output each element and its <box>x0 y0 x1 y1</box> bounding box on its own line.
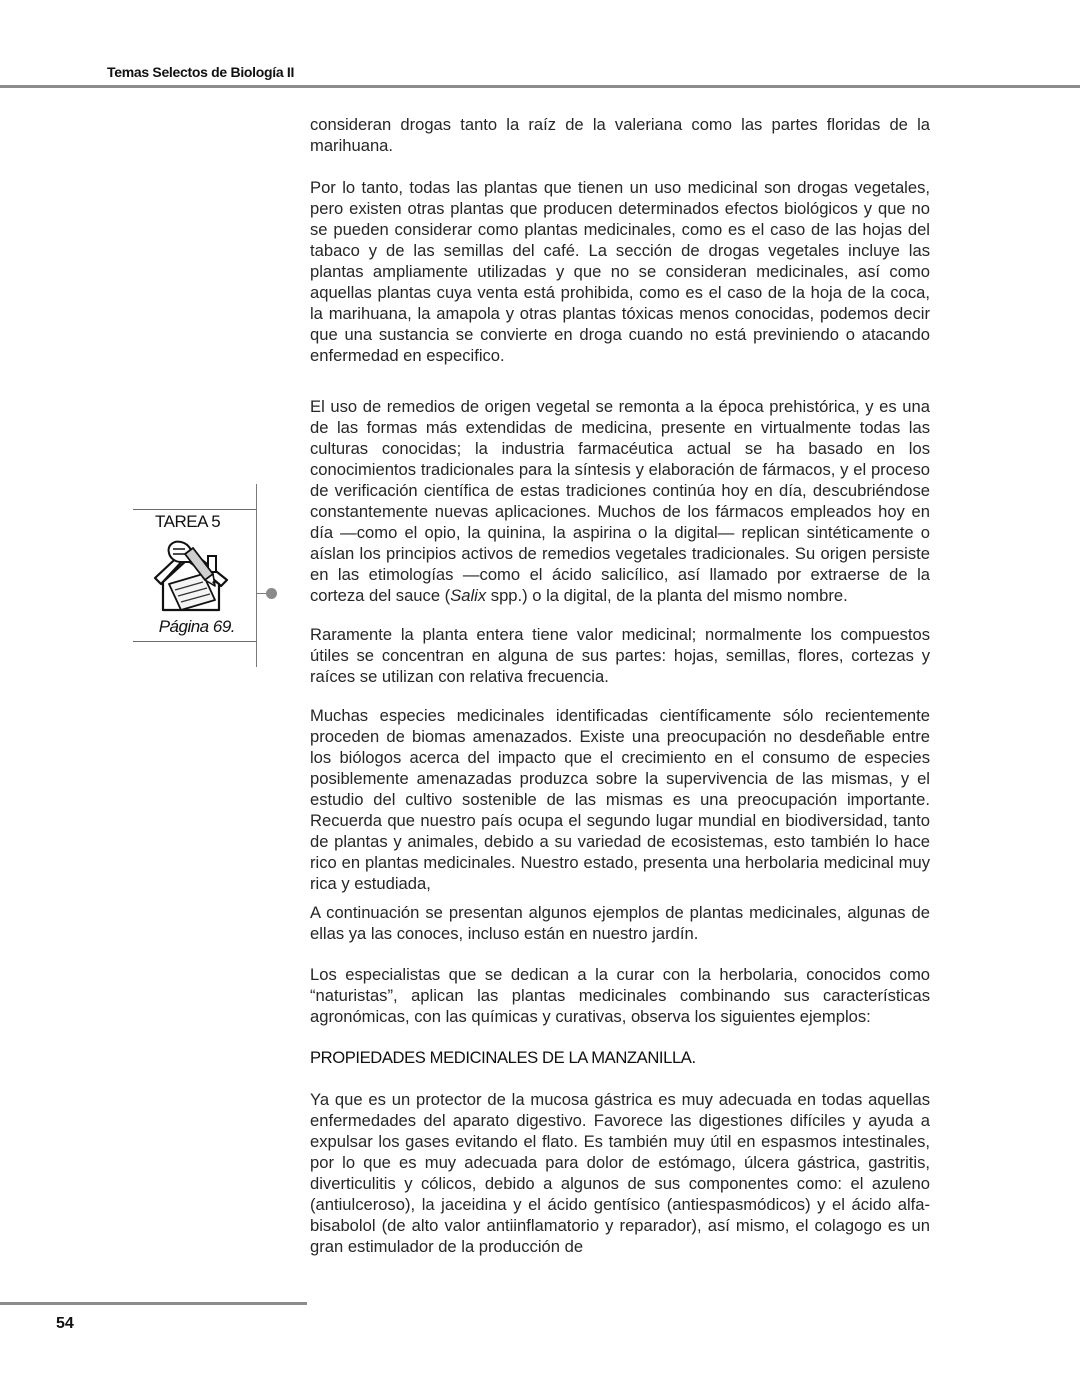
section-heading: PROPIEDADES MEDICINALES DE LA MANZANILLA. <box>310 1048 696 1067</box>
footer-rule <box>0 1302 307 1305</box>
tarea-title: TAREA 5 <box>155 512 221 531</box>
homework-house-pencil-icon <box>151 540 233 614</box>
paragraph-text: spp.) o la digital, de la planta del mismo nombre. <box>486 586 848 605</box>
paragraph <box>310 396 930 606</box>
species-name: Salix <box>450 586 487 605</box>
paragraph: Raramente la planta entera tiene valor medicinal; normalmente los compuestos útiles se concentran en alguna de sus partes: hojas, semillas, flores, cortezas y raíces se utilizan con relativa frecuencia. <box>310 625 930 686</box>
paragraph: Los especialistas que se dedican a la curar con la herbolaria, conocidos como “naturistas”, aplican las plantas medicinales combinando sus características agronómicas, con las químicas y curativas, observa los siguientes ejemplos: <box>310 965 930 1026</box>
paragraph: consideran drogas tanto la raíz de la valeriana como las partes floridas de la marihuana. <box>310 115 930 155</box>
paragraph: Ya que es un protector de la mucosa gástrica es muy adecuada en todas aquellas enfermedades del aparato digestivo. Favorece las digestiones difíciles y ayuda a expulsar los gases evitando el flato. Es también muy útil en espasmos intestinales, por lo que es muy adecuada para dolor de estómago, úlcera gástrica, gastritis, diverticulitis y cólicos, debido a algunos de sus componentes como: el azuleno (antiulceroso), la jaceidina y el ácido gentísico (antiespasmódicos) y el ácido alfa-bisabolol (de alto valor antiinflamatorio y reparador), así mismo, el colagogo es un gran estimulador de la producción de <box>310 1090 930 1256</box>
paragraph-text: El uso de remedios de origen vegetal se remonta a la época prehistórica, y es una de las formas más extendidas de medicina, presente en virtualmente todas las culturas conocidas; la industria farmacéutica actual se ha basado en los conocimientos tradicionales para la síntesis y elaboración de fármacos, y el proceso de verificación científica de estas tradiciones continúa hoy en día, descubriéndose constantemente nuevas aplicaciones. Muchos de los fármacos empleados hoy en día —como el opio, la quinina, la aspirina o la digital— replican sintéticamente o aíslan los principios activos de remedios vegetales tradicionales. Su origen persiste en las etimologías —como el ácido salicílico, así llamado por extraerse de la corteza del sauce ( <box>310 397 930 605</box>
running-header: Temas Selectos de Biología II <box>107 64 295 80</box>
header-rule <box>0 85 1080 88</box>
sidebar-connector-dot <box>266 588 277 599</box>
tarea-callout <box>133 509 257 642</box>
page-number: 54 <box>56 1315 74 1332</box>
main-text <box>310 114 930 1257</box>
paragraph: Muchas especies medicinales identificadas científicamente sólo recientemente proceden de biomas amenazados. Existe una preocupación no desdeñable entre los biólogos acerca del impacto que el crecimiento en el consumo de especies posiblemente amenazadas produzca sobre la supervivencia de las mismas, y el estudio del cultivo sostenible de las mismas es una preocupación importante. Recuerda que nuestro país ocupa el segundo lugar mundial en biodiversidad, tanto de plantas y animales, debido a su variedad de ecosistemas, esto también lo hace rico en plantas medicinales. Nuestro estado, presenta una herbolaria medicinal muy rica y estudiada, <box>310 706 930 893</box>
paragraph: Por lo tanto, todas las plantas que tienen un uso medicinal son drogas vegetales, pero existen otras plantas que producen determinados efectos biológicos y que no se pueden considerar como plantas medicinales, como es el caso de las hojas del tabaco y de las semillas del café. La sección de drogas vegetales incluye las plantas ampliamente utilizadas y que no se consideran medicinales, así como aquellas plantas cuya venta está prohibida, como es el caso de la hoja de la coca, la marihuana, la amapola y otras plantas tóxicas menos conocidas, podemos decir que una sustancia se convierte en droga cuando no está previniendo o atacando enfermedad en especifico. <box>310 178 930 365</box>
paragraph: A continuación se presentan algunos ejemplos de plantas medicinales, algunas de ellas ya las conoces, incluso están en nuestro jardín. <box>310 903 930 943</box>
tarea-page-reference: Página 69. <box>158 617 235 636</box>
